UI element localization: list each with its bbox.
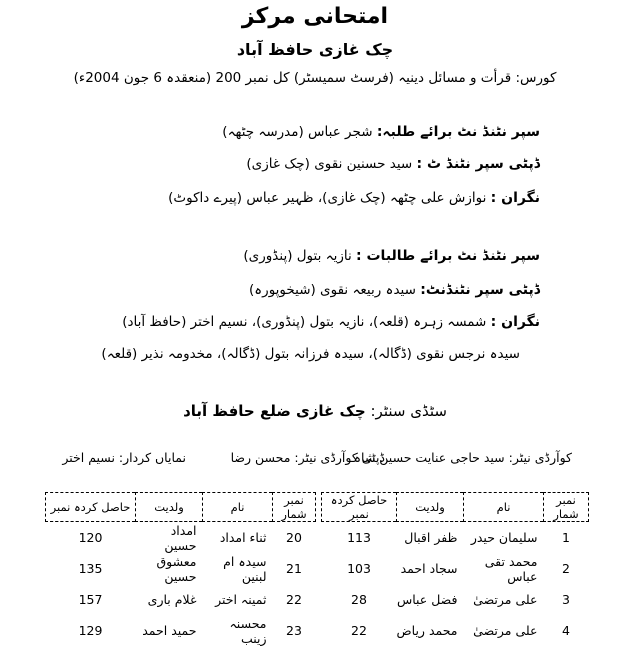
superintendent-girls-label: سپر نٹنڈ نٹ برائے طالبات : bbox=[356, 248, 540, 264]
table-header-row bbox=[46, 493, 316, 522]
exam-center-name: چک غازی حافظ آباد bbox=[236, 40, 394, 59]
superintendent-boys-value: شجر عباس (مدرسہ چٹھہ) bbox=[222, 124, 373, 140]
header-father: ولدیت bbox=[136, 493, 203, 522]
superintendent-boys-label: سپر نٹنڈ نٹ برائے طلبہ: bbox=[376, 124, 540, 140]
name-cell: علی مرتضیٰ bbox=[473, 623, 538, 638]
deputy-coordinator: ڈپٹی کوآرڈی نیٹر: محسن رضا bbox=[230, 450, 385, 465]
study-center-label: سٹڈی سنٹر: bbox=[370, 402, 447, 420]
deputy-superintendent-boys-label: ڈپٹی سپر نٹنڈ ٹ : bbox=[416, 156, 540, 172]
serial-cell: 1 bbox=[562, 530, 570, 545]
superintendent-boys bbox=[222, 124, 540, 140]
header-marks: حاصل کردہ نمبر bbox=[322, 493, 397, 522]
name-cell: محسنہ زینب bbox=[229, 615, 267, 646]
marks-cell: 22 bbox=[351, 623, 367, 638]
course-info: کورس: قرأت و مسائل دینیہ (فرسٹ سمیسٹر) کل نمبر 200 (منعقدہ 6 جون 2004ء) bbox=[73, 70, 557, 86]
serial-cell: 21 bbox=[286, 561, 302, 576]
serial-cell: 23 bbox=[286, 623, 302, 638]
father-cell: ظفر اقبال bbox=[404, 530, 458, 545]
serial-cell: 20 bbox=[286, 530, 302, 545]
invigilators-boys bbox=[168, 190, 540, 206]
serial-cell: 3 bbox=[562, 592, 570, 607]
table-row bbox=[322, 584, 589, 615]
table-row bbox=[46, 584, 316, 615]
marks-cell: 103 bbox=[347, 561, 371, 576]
invigilators-boys-label: نگران : bbox=[490, 190, 540, 206]
table-row bbox=[46, 522, 316, 554]
table-row bbox=[46, 553, 316, 584]
serial-cell: 4 bbox=[562, 623, 570, 638]
deputy-superintendent-girls-value: سیدہ ربیعہ نقوی (شیخوپورہ) bbox=[249, 282, 416, 298]
name-cell: ثناء امداد bbox=[219, 530, 267, 545]
father-cell: امداد حسین bbox=[164, 522, 197, 553]
study-center bbox=[0, 402, 630, 420]
name-cell: محمد تقی عباس bbox=[484, 553, 538, 584]
invigilators-boys-value: نوازش علی چٹھہ (چک غازی)، ظہیر عباس (پیرے داکوٹ) bbox=[168, 190, 487, 206]
page-title: امتحانی مرکز bbox=[241, 4, 389, 29]
table-header-row bbox=[322, 493, 589, 522]
header-serial: نمبر شمار bbox=[273, 493, 316, 522]
results-table-left bbox=[45, 492, 316, 646]
invigilators-girls bbox=[122, 314, 540, 330]
study-center-value: چک غازی ضلع حافظ آباد bbox=[183, 402, 366, 420]
father-cell: غلام باری bbox=[147, 592, 197, 607]
serial-cell: 22 bbox=[286, 592, 302, 607]
serial-cell: 2 bbox=[562, 561, 570, 576]
table-row bbox=[322, 553, 589, 584]
name-cell: سلیمان حیدر bbox=[470, 530, 538, 545]
marks-cell: 113 bbox=[347, 530, 371, 545]
name-cell: سیدہ ام لبنین bbox=[223, 553, 267, 584]
marks-cell: 120 bbox=[78, 530, 103, 545]
results-table-right bbox=[321, 492, 589, 646]
father-cell: حمید احمد bbox=[142, 623, 197, 638]
deputy-superintendent-girls bbox=[249, 282, 540, 298]
marks-cell: 135 bbox=[78, 561, 103, 576]
header-father: ولدیت bbox=[397, 493, 464, 522]
deputy-superintendent-boys bbox=[246, 156, 540, 172]
father-cell: سجاد احمد bbox=[400, 561, 458, 576]
father-cell: معشوق حسین bbox=[156, 553, 197, 584]
invigilators-girls-label: نگران : bbox=[490, 314, 540, 330]
deputy-superintendent-girls-label: ڈپٹی سپر نٹنڈنٹ: bbox=[420, 282, 540, 298]
marks-cell: 129 bbox=[78, 623, 103, 638]
superintendent-girls bbox=[243, 248, 540, 264]
header-serial: نمبر شمار bbox=[544, 493, 589, 522]
marks-cell: 157 bbox=[78, 592, 103, 607]
table-row bbox=[46, 615, 316, 646]
deputy-superintendent-boys-value: سید حسنین نقوی (چک غازی) bbox=[246, 156, 413, 172]
father-cell: محمد ریاض bbox=[396, 623, 458, 638]
notable-role: نمایاں کردار: نسیم اختر bbox=[62, 450, 186, 465]
marks-cell: 28 bbox=[351, 592, 367, 607]
header-name: نام bbox=[464, 493, 544, 522]
name-cell: ثمینہ اختر bbox=[215, 592, 267, 607]
table-row bbox=[322, 522, 589, 554]
invigilators-girls-line1: شمسہ زہرہ (قلعہ)، نازیہ بتول (پنڈوری)، نسیم اختر (حافظ آباد) bbox=[122, 314, 487, 330]
header-name: نام bbox=[203, 493, 273, 522]
table-row bbox=[322, 615, 589, 646]
superintendent-girls-value: نازیہ بتول (پنڈوری) bbox=[243, 248, 352, 264]
name-cell: علی مرتضیٰ bbox=[473, 592, 538, 607]
header-marks: حاصل کردہ نمبر bbox=[46, 493, 136, 522]
father-cell: فضل عباس bbox=[396, 592, 458, 607]
coordinator: کوآرڈی نیٹر: سید حاجی عنایت حسین شاہ bbox=[353, 450, 572, 465]
invigilators-girls-continued: سیدہ نرجس نقوی (ڈگالہ)، سیدہ فرزانہ بتول (ڈگالہ)، مخدومہ نذیر (قلعہ) bbox=[101, 346, 520, 362]
